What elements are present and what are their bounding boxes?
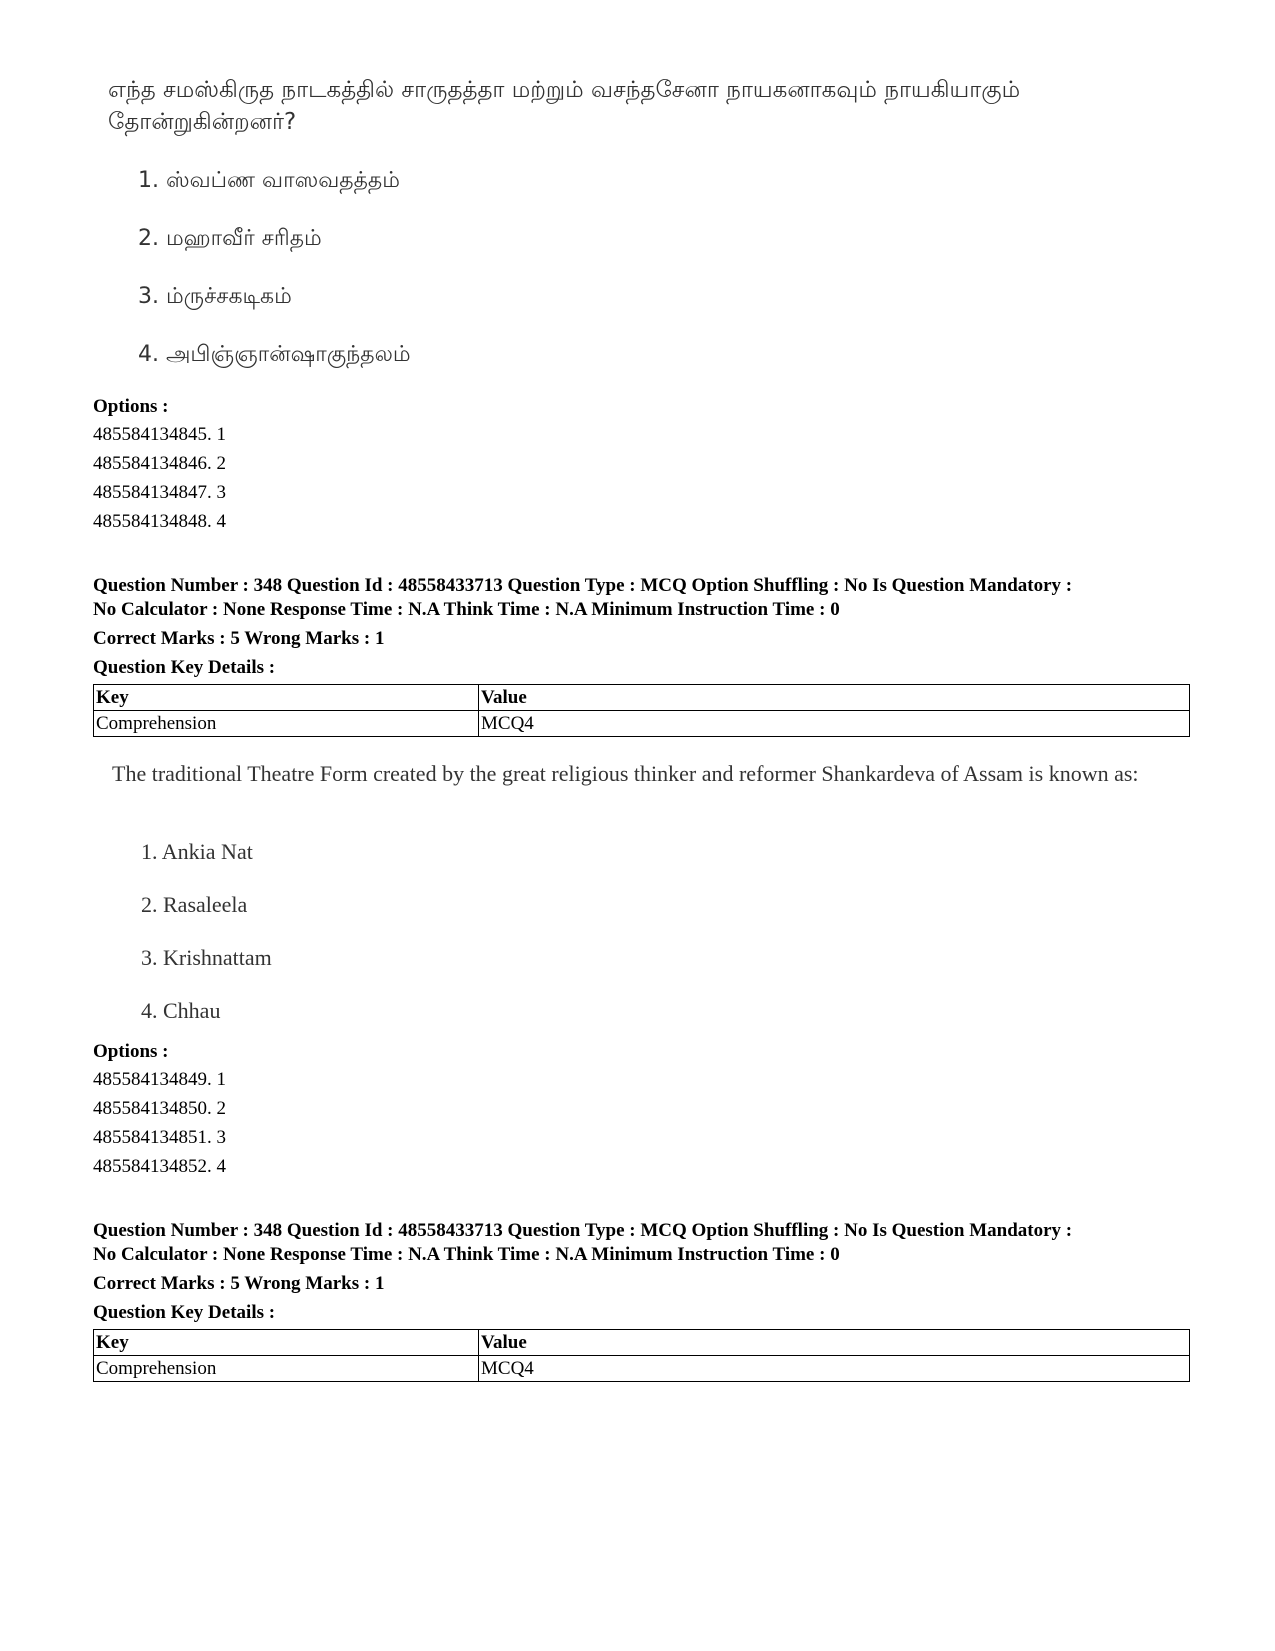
question-1-choice-1: 1. ஸ்வப்ண வாஸவதத்தம் [138, 168, 400, 193]
question-2-choice-3: 3. Krishnattam [141, 945, 272, 970]
question-1-option-id-1: 485584134845. 1 [93, 424, 226, 445]
question-2-meta-line-2: No Calculator : None Response Time : N.A Think Time : N.A Minimum Instruction Time : 0 [93, 599, 840, 620]
question-1-choice-3: 3. ம்ருச்சகடிகம் [138, 284, 292, 309]
question-2-option-id-4: 485584134852. 4 [93, 1156, 226, 1177]
table-header-key: Key [94, 1330, 479, 1356]
table-cell-key: Comprehension [94, 711, 479, 737]
question-2-choice-4: 4. Chhau [141, 998, 221, 1023]
question-3-marks: Correct Marks : 5 Wrong Marks : 1 [93, 1273, 385, 1294]
question-2-choice-2: 2. Rasaleela [141, 892, 248, 917]
question-3-key-table [93, 1329, 1190, 1382]
question-1-text: எந்த சமஸ்கிருத நாடகத்தில் சாருதத்தா மற்றும் வசந்தசேனா நாயகனாகவும் நாயகியாகும் தோன்றுகின்றனர்? [108, 77, 1021, 135]
table-header-value: Value [479, 685, 1190, 711]
question-2-choice-1: 1. Ankia Nat [141, 839, 253, 864]
question-3-key-details-label: Question Key Details : [93, 1302, 276, 1323]
question-2-marks: Correct Marks : 5 Wrong Marks : 1 [93, 628, 385, 649]
question-2-text: The traditional Theatre Form created by the great religious thinker and reformer Shankardeva of Assam is known as: [112, 761, 1139, 786]
question-1-option-id-2: 485584134846. 2 [93, 453, 226, 474]
table-header-key: Key [94, 685, 479, 711]
table-cell-value: MCQ4 [479, 711, 1190, 737]
question-3-meta-line-1: Question Number : 348 Question Id : 48558433713 Question Type : MCQ Option Shuffling : No Is Question Mandatory : [93, 1220, 1073, 1241]
question-2-key-table [93, 684, 1190, 737]
question-2-meta-line-1: Question Number : 348 Question Id : 48558433713 Question Type : MCQ Option Shuffling : No Is Question Mandatory : [93, 575, 1073, 596]
question-1-option-id-4: 485584134848. 4 [93, 511, 226, 532]
question-1-options-label: Options : [93, 396, 169, 417]
question-2-option-id-3: 485584134851. 3 [93, 1127, 226, 1148]
table-cell-value: MCQ4 [479, 1356, 1190, 1382]
table-header-row [94, 1330, 1190, 1356]
table-row [94, 1356, 1190, 1382]
table-row [94, 711, 1190, 737]
table-cell-key: Comprehension [94, 1356, 479, 1382]
question-2-option-id-1: 485584134849. 1 [93, 1069, 226, 1090]
question-2-options-label: Options : [93, 1041, 169, 1062]
table-header-value: Value [479, 1330, 1190, 1356]
question-2-option-id-2: 485584134850. 2 [93, 1098, 226, 1119]
table-header-row [94, 685, 1190, 711]
question-1-option-id-3: 485584134847. 3 [93, 482, 226, 503]
question-1-choice-4: 4. அபிஞ்ஞான்ஷாகுந்தலம் [138, 342, 411, 367]
question-2-key-details-label: Question Key Details : [93, 657, 276, 678]
question-1-choice-2: 2. மஹாவீர் சரிதம் [138, 226, 322, 251]
question-3-meta-line-2: No Calculator : None Response Time : N.A Think Time : N.A Minimum Instruction Time : 0 [93, 1244, 840, 1265]
